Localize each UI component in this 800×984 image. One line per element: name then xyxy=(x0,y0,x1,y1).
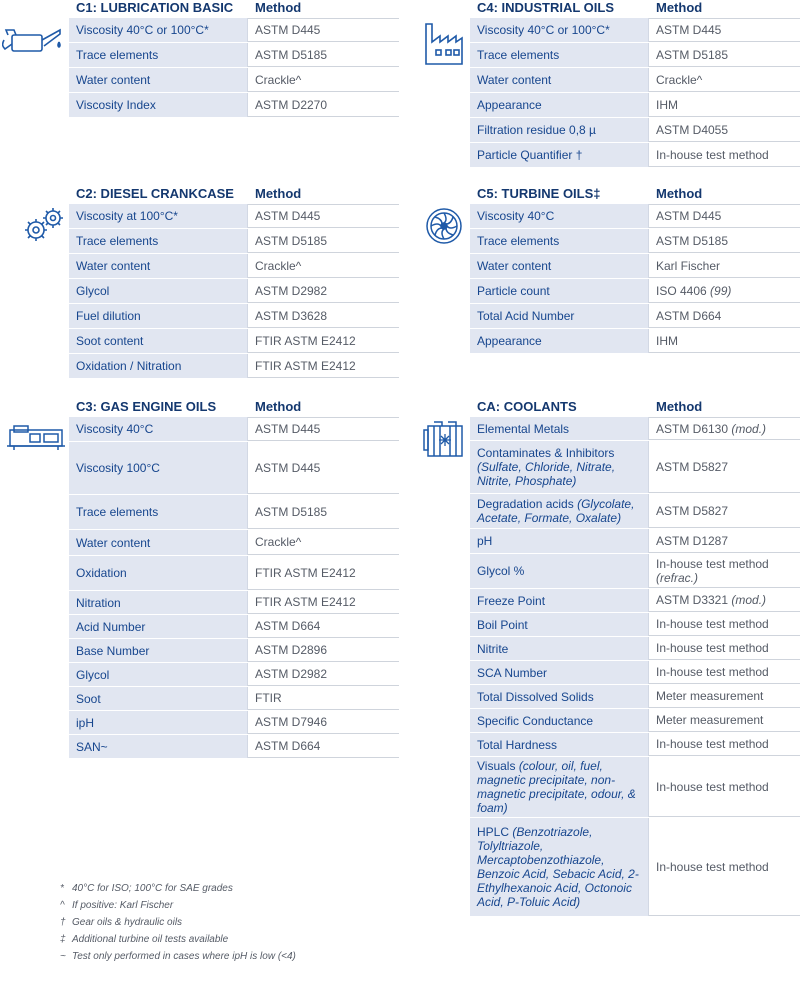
method-cell xyxy=(248,711,399,734)
table-row xyxy=(69,615,399,639)
parameter-cell xyxy=(470,709,649,732)
parameter-name: Appearance xyxy=(477,334,542,348)
method-cell xyxy=(649,279,800,303)
oil-can-icon xyxy=(2,22,64,58)
method-name: FTIR ASTM E2412 xyxy=(255,565,356,580)
table-row xyxy=(470,757,800,818)
method-name: ASTM D4055 xyxy=(656,122,729,137)
parameter-name: Trace elements xyxy=(76,48,159,62)
table-row xyxy=(69,442,399,495)
method-cell xyxy=(649,304,800,328)
method-note: (mod.) xyxy=(731,421,767,436)
parameter-name: Glycol xyxy=(76,284,110,298)
parameter-cell xyxy=(470,818,649,916)
table-row xyxy=(69,556,399,591)
method-cell xyxy=(248,329,399,353)
table-row xyxy=(470,254,800,279)
parameter-name: Viscosity 100°C xyxy=(76,461,160,475)
method-cell xyxy=(649,637,800,660)
parameter-cell xyxy=(69,229,248,253)
parameter-cell xyxy=(69,442,248,494)
method-cell xyxy=(649,254,800,278)
table-row xyxy=(69,304,399,329)
factory-icon xyxy=(422,20,466,66)
parameter-name: Fuel dilution xyxy=(76,309,141,323)
parameter-cell xyxy=(69,530,248,555)
parameter-name: Nitration xyxy=(76,595,121,610)
method-name: ASTM D2270 xyxy=(255,97,328,112)
parameter-cell xyxy=(470,661,649,684)
parameter-name: Nitrite xyxy=(477,641,509,656)
method-name: In-house test method xyxy=(656,641,769,655)
parameter-name: Total Dissolved Solids xyxy=(477,689,594,704)
panel-title: C5: TURBINE OILS‡ xyxy=(477,186,601,201)
footnote: * 40°C for ISO; 100°C for SAE grades xyxy=(60,883,233,894)
radiator-icon xyxy=(422,420,466,460)
parameter-name: ipH xyxy=(76,715,95,730)
parameter-cell xyxy=(470,757,649,817)
table-row xyxy=(69,711,399,735)
parameter-cell xyxy=(69,279,248,303)
table-row xyxy=(470,441,800,494)
parameter-cell xyxy=(69,93,248,117)
method-name: IHM xyxy=(656,333,678,348)
method-name: In-house test method xyxy=(656,147,769,162)
table-row xyxy=(470,709,800,733)
method-cell xyxy=(248,556,399,590)
parameter-cell xyxy=(69,615,248,638)
parameter-name: Glycol % xyxy=(477,564,525,578)
table-row xyxy=(69,329,399,354)
table-row xyxy=(470,329,800,354)
parameter-cell xyxy=(470,589,649,612)
method-name: Karl Fischer xyxy=(656,258,721,273)
table-row xyxy=(470,637,800,661)
method-cell xyxy=(649,733,800,756)
parameter-cell xyxy=(69,18,248,42)
panel-title: C2: DIESEL CRANKCASE xyxy=(76,186,234,201)
method-cell xyxy=(649,685,800,708)
parameter-name: Viscosity 40°C or 100°C* xyxy=(477,23,610,37)
method-cell xyxy=(248,279,399,303)
parameter-cell xyxy=(470,417,649,440)
method-name: ASTM D5185 xyxy=(255,47,328,62)
method-name: FTIR xyxy=(255,691,282,705)
method-cell xyxy=(649,204,800,228)
method-cell xyxy=(248,229,399,253)
parameter-name: Degradation acids xyxy=(477,497,574,511)
parameter-name: Trace elements xyxy=(477,234,560,248)
table-row xyxy=(470,118,800,143)
method-name: ASTM D664 xyxy=(255,739,321,753)
parameter-cell xyxy=(470,529,649,553)
method-header: Method xyxy=(255,186,302,201)
parameter-name: Viscosity 40°C xyxy=(76,422,154,436)
method-header: Method xyxy=(656,399,703,414)
table-row xyxy=(69,735,399,759)
parameter-cell xyxy=(69,329,248,353)
table-row xyxy=(69,93,399,118)
table-row xyxy=(69,639,399,663)
parameter-cell xyxy=(69,556,248,590)
parameter-name: Visuals xyxy=(477,759,516,773)
table-row xyxy=(470,417,800,441)
method-name: ASTM D6130 xyxy=(656,421,729,436)
method-name: ASTM D2982 xyxy=(255,667,328,681)
parameter-cell xyxy=(470,143,649,167)
method-note: (mod.) xyxy=(731,593,767,607)
method-header: Method xyxy=(656,0,703,15)
table-row xyxy=(470,733,800,757)
method-cell xyxy=(649,613,800,636)
parameter-name: Elemental Metals xyxy=(477,421,570,436)
method-name: ASTM D664 xyxy=(255,619,321,633)
parameter-name: Glycol xyxy=(76,667,110,682)
table-row xyxy=(69,279,399,304)
table-row xyxy=(470,204,800,229)
parameter-cell xyxy=(470,637,649,660)
parameter-cell xyxy=(69,639,248,662)
method-cell xyxy=(649,554,800,588)
method-header: Method xyxy=(656,186,703,201)
table-row xyxy=(470,304,800,329)
parameter-name: Trace elements xyxy=(76,505,159,519)
parameter-name: Specific Conductance xyxy=(477,713,594,728)
method-cell xyxy=(248,687,399,710)
parameter-note: (Benzotriazole, Tolyltriazole, Mercaptobenzothiazole, Benzoic Acid, Sebacic Acid, 2-Ethylhexanoic Acid, Octonoic Acid, P-Toluic Acid) xyxy=(477,825,639,909)
table-row xyxy=(470,529,800,554)
parameter-name: Water content xyxy=(76,259,151,273)
method-name: ASTM D2896 xyxy=(255,643,328,657)
method-name: ASTM D3628 xyxy=(255,308,328,323)
method-name: In-house test method xyxy=(656,617,769,631)
parameter-cell xyxy=(69,495,248,529)
method-cell xyxy=(649,93,800,117)
method-cell xyxy=(248,530,399,555)
table-row xyxy=(470,494,800,529)
method-name: ASTM D5827 xyxy=(656,503,729,518)
method-cell xyxy=(248,354,399,378)
footnote: ^ If positive: Karl Fischer xyxy=(60,900,174,911)
parameter-name: Soot xyxy=(76,691,101,706)
parameter-cell xyxy=(69,417,248,441)
parameter-cell xyxy=(470,93,649,117)
parameter-name: Total Acid Number xyxy=(477,309,575,323)
parameter-name: Acid Number xyxy=(76,619,146,634)
method-name: Crackle^ xyxy=(255,72,302,87)
parameter-name: Particle Quantifier † xyxy=(477,148,583,162)
parameter-name: Water content xyxy=(76,535,151,550)
table-row xyxy=(69,687,399,711)
method-name: ASTM D445 xyxy=(255,23,321,37)
method-name: Crackle^ xyxy=(255,535,302,549)
method-header: Method xyxy=(255,399,302,414)
parameter-name: Freeze Point xyxy=(477,593,546,608)
parameter-name: Viscosity at 100°C* xyxy=(76,209,178,223)
method-cell xyxy=(649,757,800,817)
table-row xyxy=(470,68,800,93)
table-row xyxy=(69,354,399,379)
parameter-name: Trace elements xyxy=(477,48,560,62)
method-name: In-house test method xyxy=(656,737,769,751)
table-row xyxy=(69,18,399,43)
panel-c1 xyxy=(69,0,399,122)
method-cell xyxy=(649,494,800,528)
table-row xyxy=(470,229,800,254)
parameter-name: Oxidation / Nitration xyxy=(76,359,182,373)
parameter-name: Boil Point xyxy=(477,617,528,632)
parameter-cell xyxy=(69,304,248,328)
parameter-cell xyxy=(470,613,649,636)
parameter-cell xyxy=(69,663,248,686)
table-row xyxy=(69,530,399,556)
method-name: ASTM D445 xyxy=(656,209,722,223)
parameter-cell xyxy=(69,68,248,92)
method-cell xyxy=(649,589,800,612)
method-name: In-house test method xyxy=(656,859,769,874)
parameter-cell xyxy=(69,204,248,228)
parameter-cell xyxy=(470,204,649,228)
method-name: In-house test method xyxy=(656,779,769,794)
method-name: ASTM D7946 xyxy=(255,715,328,729)
method-cell xyxy=(649,43,800,67)
method-name: Crackle^ xyxy=(656,72,703,87)
parameter-cell xyxy=(470,441,649,493)
table-row xyxy=(470,613,800,637)
table-row xyxy=(69,68,399,93)
table-row xyxy=(470,93,800,118)
parameter-note: (Sulfate, Chloride, Nitrate, Nitrite, Phosphate) xyxy=(477,460,616,488)
parameter-name: Viscosity 40°C or 100°C* xyxy=(76,23,209,37)
method-name: ASTM D2982 xyxy=(255,283,328,298)
method-cell xyxy=(649,709,800,732)
table-row xyxy=(470,685,800,709)
footnote: † Gear oils & hydraulic oils xyxy=(60,917,183,928)
footnote: ~ Test only performed in cases where ipH is low (<4) xyxy=(60,951,296,962)
parameter-name: HPLC xyxy=(477,825,510,839)
method-cell xyxy=(248,591,399,614)
method-cell xyxy=(649,68,800,92)
parameter-cell xyxy=(470,554,649,588)
method-name: ASTM D1287 xyxy=(656,533,729,548)
method-name: ISO 4406 xyxy=(656,283,707,298)
panel-c5 xyxy=(470,186,800,356)
panel-title: C1: LUBRICATION BASIC xyxy=(76,0,234,15)
parameter-name: SAN~ xyxy=(76,739,108,754)
method-name: Meter measurement xyxy=(656,713,764,727)
panel-c4 xyxy=(470,0,800,170)
method-name: FTIR ASTM E2412 xyxy=(255,595,356,609)
method-cell xyxy=(248,254,399,278)
method-name: ASTM D3321 xyxy=(656,593,729,607)
method-name: IHM xyxy=(656,97,678,112)
table-row xyxy=(69,495,399,530)
method-name: Meter measurement xyxy=(656,689,764,703)
table-row xyxy=(69,254,399,279)
method-cell xyxy=(649,441,800,493)
parameter-name: pH xyxy=(477,534,493,548)
method-name: ASTM D5827 xyxy=(656,459,729,474)
method-header: Method xyxy=(255,0,302,15)
parameter-cell xyxy=(470,43,649,67)
method-cell xyxy=(248,18,399,42)
parameter-cell xyxy=(69,735,248,758)
parameter-cell xyxy=(470,254,649,278)
method-name: ASTM D5185 xyxy=(255,233,328,248)
method-cell xyxy=(248,495,399,529)
method-name: ASTM D5185 xyxy=(255,504,328,519)
method-name: ASTM D664 xyxy=(656,308,722,323)
parameter-cell xyxy=(69,254,248,278)
method-name: ASTM D5185 xyxy=(656,233,729,248)
parameter-name: Particle count xyxy=(477,284,550,298)
parameter-cell xyxy=(470,68,649,92)
panel-title: C4: INDUSTRIAL OILS xyxy=(477,0,614,15)
method-note: (99) xyxy=(710,283,732,298)
method-cell xyxy=(248,93,399,117)
method-cell xyxy=(649,229,800,253)
table-row xyxy=(69,417,399,442)
table-row xyxy=(69,663,399,687)
footnotes xyxy=(60,880,296,965)
parameter-cell xyxy=(470,494,649,528)
method-cell xyxy=(248,639,399,662)
table-row xyxy=(69,229,399,254)
parameter-cell xyxy=(470,118,649,142)
parameter-name: Water content xyxy=(477,73,552,87)
parameter-name: Base Number xyxy=(76,643,150,658)
table-row xyxy=(69,43,399,68)
parameter-name: Total Hardness xyxy=(477,737,558,752)
method-cell xyxy=(649,818,800,916)
table-row xyxy=(470,589,800,613)
parameter-cell xyxy=(470,229,649,253)
method-cell xyxy=(248,304,399,328)
table-row xyxy=(470,661,800,685)
parameter-note: (Glycolate, Acetate, Formate, Oxalate) xyxy=(477,497,635,525)
method-cell xyxy=(649,143,800,167)
method-cell xyxy=(649,329,800,353)
method-name: FTIR ASTM E2412 xyxy=(255,333,356,348)
parameter-name: Oxidation xyxy=(76,566,127,580)
method-name: ASTM D5185 xyxy=(656,47,729,62)
parameter-cell xyxy=(69,687,248,710)
parameter-cell xyxy=(470,733,649,756)
parameter-cell xyxy=(69,354,248,378)
panel-title: C3: GAS ENGINE OILS xyxy=(76,399,217,414)
parameter-name: Water content xyxy=(76,73,151,87)
parameter-cell xyxy=(69,711,248,734)
method-name: ASTM D445 xyxy=(255,460,321,475)
table-row xyxy=(69,204,399,229)
table-row xyxy=(470,43,800,68)
parameter-name: Appearance xyxy=(477,98,542,112)
table-row xyxy=(470,554,800,589)
method-cell xyxy=(248,417,399,441)
method-cell xyxy=(248,204,399,228)
method-cell xyxy=(649,661,800,684)
method-cell xyxy=(649,529,800,553)
table-row xyxy=(470,279,800,304)
method-name: Crackle^ xyxy=(255,258,302,273)
table-row xyxy=(69,591,399,615)
panel-title: CA: COOLANTS xyxy=(477,399,577,414)
method-name: ASTM D445 xyxy=(656,23,722,37)
method-name: FTIR ASTM E2412 xyxy=(255,358,356,373)
method-name: ASTM D445 xyxy=(255,422,321,436)
panel-c2 xyxy=(69,186,399,386)
table-row xyxy=(470,18,800,43)
method-cell xyxy=(649,417,800,440)
parameter-name: Water content xyxy=(477,259,552,273)
parameter-cell xyxy=(470,279,649,303)
panel-c3 xyxy=(69,399,399,769)
method-cell xyxy=(248,68,399,92)
method-name: In-house test method xyxy=(656,556,769,571)
parameter-name: Viscosity Index xyxy=(76,98,156,112)
table-row xyxy=(470,818,800,917)
method-cell xyxy=(248,615,399,638)
parameter-cell xyxy=(470,18,649,42)
parameter-cell xyxy=(69,591,248,614)
parameter-name: Viscosity 40°C xyxy=(477,209,555,223)
method-name: ASTM D445 xyxy=(255,209,321,223)
parameter-name: Soot content xyxy=(76,334,144,348)
method-cell xyxy=(248,735,399,758)
parameter-cell xyxy=(470,304,649,328)
method-cell xyxy=(649,118,800,142)
parameter-name: Trace elements xyxy=(76,234,159,248)
method-cell xyxy=(248,43,399,67)
gas-engine-icon xyxy=(6,424,66,452)
gears-icon xyxy=(22,206,66,244)
method-cell xyxy=(248,442,399,494)
parameter-name: Contaminates & Inhibitors xyxy=(477,446,615,460)
method-name: In-house test method xyxy=(656,665,769,679)
parameter-cell xyxy=(470,329,649,353)
table-row xyxy=(470,143,800,168)
parameter-cell xyxy=(69,43,248,67)
footnote: ‡ Additional turbine oil tests available xyxy=(60,934,229,945)
method-cell xyxy=(649,18,800,42)
parameter-name: SCA Number xyxy=(477,665,548,680)
parameter-note: (colour, oil, fuel, magnetic precipitate, non-magnetic precipitate, odour, & foam) xyxy=(477,759,636,815)
panel-ca xyxy=(470,399,800,939)
method-cell xyxy=(248,663,399,686)
turbine-icon xyxy=(424,206,464,246)
parameter-cell xyxy=(470,685,649,708)
method-note: (refrac.) xyxy=(656,570,698,585)
parameter-name: Filtration residue 0,8 µ xyxy=(477,123,596,137)
